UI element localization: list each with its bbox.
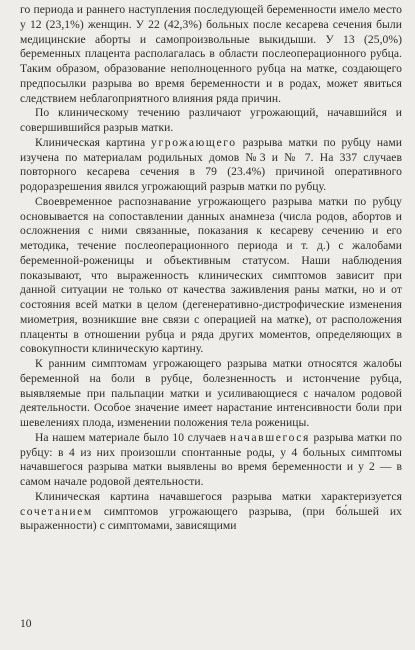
paragraph-2-text: По клиническому течению различают угрожающий, начавшийся и совершившийся разрыв матки. [20,106,402,134]
body-text [20,3,402,534]
paragraph-1 [20,3,402,106]
paragraph-4 [20,195,402,357]
paragraph-1-text: го периода и раннего наступления последующей беременности имело место у 12 (23,1%) женщин. У 22 (42,3%) больных после кесарева сечения были медицинские аборты и самопроизвольные выкидыши. У 13 (25,0%) беременных плацента располагалась в области послеоперационного рубца. Таким образом, образование неполноценного рубца на матке, создающего предпосылки разрыва во время беременности и в родах, может явиться следствием неблагоприятного влияния ряда причин. [20,3,402,105]
paragraph-5 [20,357,402,431]
paragraph-6-text-b: разрыва матки по рубцу: в 4 из них произошли спонтанные роды, у 4 больных симптомы начавшегося разрыва матки выявлены во время беременности и у 2 — в самом начале родовой деятельности. [20,430,402,488]
paragraph-7-text-a: Клиническая картина начавшегося разрыва матки характеризуется [35,489,402,503]
paragraph-7-text-b: симптомов угрожающего разрыва, (при бо́льшей их выраженности) с симптомами, зависящими [20,504,402,533]
paragraph-6-spaced-term: начавшегося [229,430,310,444]
paragraph-3-text-b: разрыва матки по рубцу нами изучена по материалам родильных домов №3 и № 7. На 337 случаев повторного кесарева сечения в 79 (23.4%) причиной оперативного родоразрешения явился угрожающий разрыв матки по рубцу. [20,135,402,193]
paragraph-7 [20,490,402,534]
paragraph-3-text-a: Клиническая картина [35,135,152,149]
paragraph-5-text: К ранним симптомам угрожающего разрыва матки относятся жалобы беременной на боли в рубце, болезненность и истончение рубца, выявляемые при пальпации матки и усиливающиеся с началом родовой деятельности. Особое значение имеет нарастание интенсивности боли при шевелениях плода, изменении положения тела роженицы. [20,357,402,429]
paragraph-7-spaced-term: сочетанием [20,504,93,518]
paragraph-2 [20,106,402,136]
paragraph-6 [20,431,402,490]
paragraph-6-text-a: На нашем материале было 10 случаев [35,430,230,444]
paragraph-4-text: Своевременное распознавание угрожающего разрыва матки по рубцу основывается на сопоставлении данных анамнеза (числа родов, абортов и осложнения с ними связанные, показания к кесареву сечению и его методика, течение послеоперационного периода и т. д.) с жалобами беременной-роженицы и объективным статусом. Наши наблюдения показывают, что выраженность клинических симптомов зависит при данной ситуации не только от качества заживления раны матки, но и от состояния всей матки в целом (дегенеративно-дистрофические изменения миометрия, возникшие вне связи с операцией на матке), от расположения плаценты в отношении рубца и ряда других моментов, определяющих в совокупности клиническую картину. [20,194,402,356]
paragraph-3-spaced-term: угрожающего [151,135,237,149]
paragraph-3 [20,136,402,195]
page-number: 10 [20,617,32,630]
